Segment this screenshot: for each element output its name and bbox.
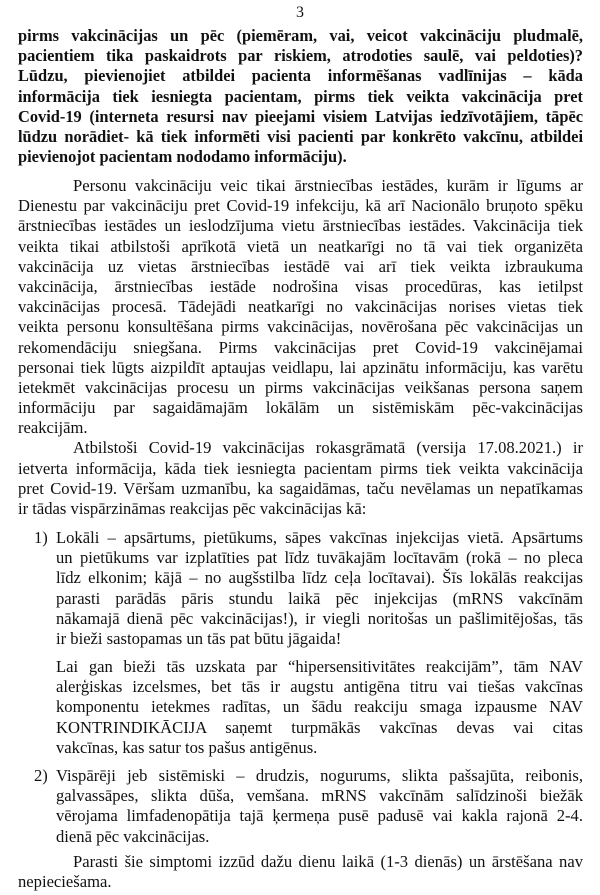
question-paragraph — [18, 26, 583, 167]
text-line: informāciju par sagaidāmajām lokālām un sistēmiskām pēc-vakcinācijas — [18, 398, 583, 418]
list-number: 1) — [34, 528, 48, 547]
text-line: Vispārēji jeb sistēmiski – drudzis, nogurums, slikta pašsajūta, reibonis, — [56, 766, 583, 785]
text-line: vakcinācija, ārstniecības iestāde nodrošina visas procedūras, kas ietilpst — [18, 276, 583, 296]
text-line: un pietūkums var izplatīties pat līdz tuvākajām locītavām (rokā – no pleca — [56, 548, 583, 568]
text-line: komponentu ietekmes radītas, un šādu reakciju smaga izpausme NAV — [56, 697, 583, 717]
text-line: informācija tiek iesniegta pacientam, pirms tiek veikta vakcinācija pret — [18, 86, 583, 106]
text-line: vakcinācijas procesā. Tādejādi neatkarīgi no vakcinācijas norises vietas tiek — [18, 297, 583, 317]
text-line: nepieciešama. — [18, 872, 112, 892]
list-item-2 — [56, 766, 583, 847]
text-line: Lūdzu, pievienojiet atbildei pacienta informēšanas vadlīnijas – kāda — [18, 66, 583, 86]
text-line: KONTRINDIKĀCIJA saņemt turpmākās vakcīnas devas vai citas — [56, 717, 583, 737]
text-line: galvassāpes, slikta dūša, vemšana. mRNS vakcīnām salīdzinoši biežāk — [56, 786, 583, 806]
text-line: Personu vakcināciju veic tikai ārstniecības iestādes, kurām ir līgums ar — [73, 176, 583, 195]
closing-paragraph — [18, 852, 583, 892]
text-line: dienā pēc vakcinācijas. — [56, 826, 210, 846]
text-line: Lai gan bieži tās uzskata par “hipersensitivitātes reakcijām”, tām NAV — [56, 657, 583, 676]
body-paragraph — [18, 176, 583, 519]
text-line: parasti parādās pāris stundu laikā pēc injekcijas (mRNS vakcīnām — [56, 588, 583, 608]
text-line: reakcijām. — [18, 418, 88, 438]
text-line: nākamajā dienā pēc vakcinācijas!), ir viegli noritošas un pašlimitējošas, tās — [56, 608, 583, 628]
text-line: rekomendāciju sniegšana. Pirms vakcinācijas pret Covid-19 vakcinējamai — [18, 337, 583, 357]
text-line: ārstniecības iestādes un ieslodzījuma vietu ārstniecības iestādes. Vakcinācija tiek — [18, 216, 583, 236]
text-line: personai tiek lūgts aizpildīt aptaujas veidlapu, lai apzinātu informāciju, kas varētu — [18, 357, 583, 377]
text-line: lūdzu norādiet- kā tiek informēti visi pacienti par konkrēto vakcīnu, atbildei — [18, 126, 583, 146]
list-item-1-note — [56, 657, 583, 758]
text-line: veikta tikai atbilstoši aprīkotā vietā un neatkarīgi no tā vai tiek organizēta — [18, 236, 583, 256]
page-number: 3 — [296, 4, 304, 21]
text-line: ir bieži sastopamas un tās pat būtu jāgaida! — [56, 628, 342, 648]
list-item-1 — [56, 528, 583, 649]
text-line: pirms vakcinācijas un pēc (piemēram, vai, veicot vakcināciju pludmalē, — [18, 26, 583, 45]
text-line: pret Covid-19. Vēršam uzmanību, ka sagaidāmas, taču nevēlamas un nepatīkamas — [18, 478, 583, 498]
text-line: Dienestu par vakcināciju pret Covid-19 infekciju, kā arī Nacionālo bruņoto spēku — [18, 196, 583, 216]
text-line: Covid-19 (interneta resursi nav pieejami visiem Latvijas iedzīvotājiem, tāpēc — [18, 106, 583, 126]
text-line: vērojama limfadenopātija tajā ķermeņa pusē padusē vai kakla rajonā 2-4. — [56, 806, 583, 826]
text-line: alerģiskas izcelsmes, bet tās ir augstu antigēna titru vai tiešas vakcīnas — [56, 677, 583, 697]
text-line: Lokāli – apsārtums, pietūkums, sāpes vakcīnas injekcijas vietā. Apsārtums — [56, 528, 583, 547]
text-line: ietekmēt vakcinācijas procesu un pirms vakcinācijas veikšanas persona saņem — [18, 377, 583, 397]
text-line: Atbilstoši Covid-19 vakcinācijas rokasgrāmatā (versija 17.08.2021.) ir — [73, 438, 583, 458]
text-line: līdz elkonim; kājā – no augšstilba līdz ceļa locītavai). Šīs lokālās reakcijas — [56, 568, 583, 588]
text-line: vakcinācija uz vietas ārstniecības iestādē vai arī tiek veikta izbraukuma — [18, 256, 583, 276]
text-line: Parasti šie simptomi izzūd dažu dienu laikā (1-3 dienās) un ārstēšana nav — [73, 852, 583, 871]
text-line: ietverta informācija, kāda tiek iesniegta pacientam pirms tiek veikta vakcinācija — [18, 458, 583, 478]
text-line: ir tādas vispārzināmas reakcijas pēc vakcinācijas kā: — [18, 499, 367, 518]
text-line: pievienojot pacientam nododamo informāciju). — [18, 147, 347, 167]
text-line: veikta personu konsultēšana pirms vakcinācijas, novērošana pēc vakcinācijas un — [18, 317, 583, 337]
text-line: vakcīnas, kas satur tos pašus antigēnus. — [56, 737, 318, 757]
list-number: 2) — [34, 766, 48, 785]
text-line: pacientiem tika paskaidrots par riskiem, atrodoties saulē, vai peldoties)? — [18, 46, 583, 66]
